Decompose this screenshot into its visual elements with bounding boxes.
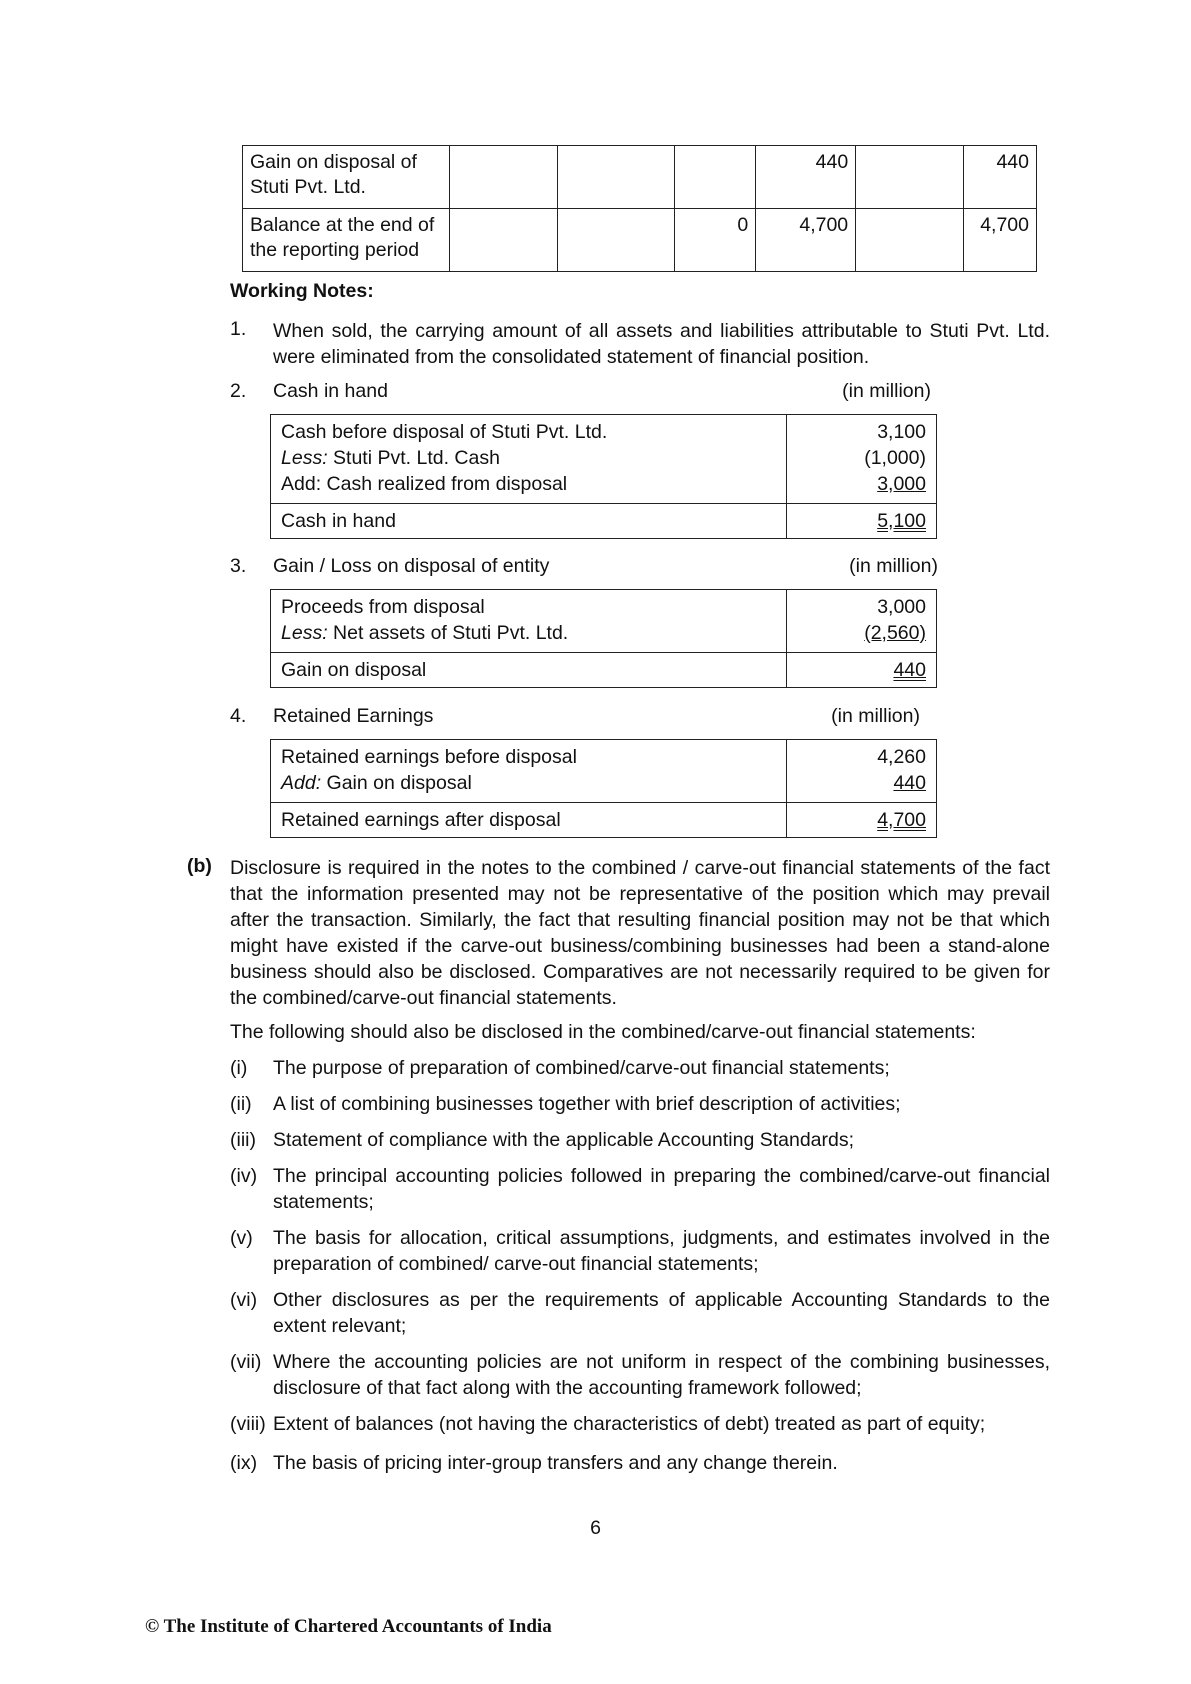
line-item (281, 445, 776, 471)
list-number: (iv) (230, 1165, 258, 1187)
total-label: Retained earnings after disposal (271, 803, 787, 838)
total-amount: 5,100 (787, 504, 937, 539)
cell (675, 146, 756, 209)
unit-label: (in million) (842, 380, 931, 402)
page-number: 6 (590, 1517, 601, 1539)
cell: 440 (756, 146, 856, 209)
list-text: Statement of compliance with the applicable Accounting Standards; (273, 1129, 855, 1151)
equity-statement-table (242, 145, 1037, 272)
cell: 440 (963, 146, 1036, 209)
table-row (243, 209, 1037, 272)
table-row (243, 146, 1037, 209)
description-cell (271, 590, 787, 653)
list-text: The basis for allocation, critical assumptions, judgments, and estimates involved in the preparation of combined/ carve-out financial statements; (273, 1227, 1050, 1275)
row-label: Gain on disposal of Stuti Pvt. Ltd. (243, 146, 450, 209)
table-row (271, 653, 937, 688)
amount-cell (787, 740, 937, 803)
list-number: (v) (230, 1227, 253, 1249)
line-item: Retained earnings before disposal (281, 746, 577, 768)
line-item: Cash before disposal of Stuti Pvt. Ltd. (281, 421, 608, 443)
list-number: (viii) (230, 1413, 266, 1435)
part-b-label: (b) (187, 855, 212, 877)
row-label: Balance at the end of the reporting period (243, 209, 450, 272)
cell (449, 209, 557, 272)
note3-title: Gain / Loss on disposal of entity (273, 555, 550, 577)
table-row (271, 740, 937, 803)
unit-label: (in million) (849, 555, 938, 577)
amount-cell (787, 590, 937, 653)
cell (557, 146, 675, 209)
list-text: The principal accounting policies followed in preparing the combined/carve-out financial statements; (273, 1165, 1050, 1213)
line-text: Net assets of Stuti Pvt. Ltd. (327, 622, 569, 644)
cell: 0 (675, 209, 756, 272)
list-number: (ii) (230, 1093, 252, 1115)
list-text: Other disclosures as per the requirements of applicable Accounting Standards to the extent relevant; (273, 1289, 1050, 1337)
list-text: The purpose of preparation of combined/carve-out financial statements; (273, 1057, 890, 1079)
list-number: (ix) (230, 1452, 258, 1474)
table-row (271, 504, 937, 539)
cell (449, 146, 557, 209)
retained-earnings-table (270, 739, 937, 838)
cell: 4,700 (756, 209, 856, 272)
list-number: (vii) (230, 1351, 262, 1373)
cell: 4,700 (963, 209, 1036, 272)
less-label: Less: (281, 447, 328, 469)
line-text: Gain on disposal (321, 772, 472, 794)
amount: 4,260 (877, 746, 926, 768)
total-label: Cash in hand (271, 504, 787, 539)
amount: 3,000 (877, 473, 926, 495)
list-number: (i) (230, 1057, 248, 1079)
table-row (271, 803, 937, 838)
table-row (271, 590, 937, 653)
note-number: 4. (230, 705, 247, 727)
working-notes-title: Working Notes: (230, 280, 374, 302)
part-b-intro: The following should also be disclosed in the combined/carve-out financial statements: (230, 1021, 976, 1043)
cell (856, 209, 964, 272)
note1-text: When sold, the carrying amount of all assets and liabilities attributable to Stuti Pvt. Ltd. were eliminated from the consolidated statement of financial position. (273, 320, 1050, 368)
line-item (281, 770, 776, 796)
cell (856, 146, 964, 209)
amount: (2,560) (864, 622, 926, 644)
total-label: Gain on disposal (271, 653, 787, 688)
line-item: Proceeds from disposal (281, 596, 485, 618)
list-number: (vi) (230, 1289, 258, 1311)
amount: 440 (893, 772, 926, 794)
amount-cell (787, 415, 937, 504)
list-text: Extent of balances (not having the characteristics of debt) treated as part of equity; (273, 1413, 986, 1435)
cell (557, 209, 675, 272)
total-amount: 440 (787, 653, 937, 688)
line-item (281, 620, 776, 646)
list-text: Where the accounting policies are not uniform in respect of the combining businesses, disclosure of that fact along with the accounting framework followed; (273, 1351, 1050, 1399)
amount: (1,000) (864, 447, 926, 469)
total-amount: 4,700 (787, 803, 937, 838)
less-label: Less: (281, 622, 328, 644)
line-item: Add: Cash realized from disposal (281, 473, 568, 495)
note2-title: Cash in hand (273, 380, 388, 402)
list-text: A list of combining businesses together with brief description of activities; (273, 1093, 901, 1115)
cash-in-hand-table (270, 414, 937, 539)
note4-title: Retained Earnings (273, 705, 434, 727)
list-text: The basis of pricing inter-group transfers and any change therein. (273, 1452, 838, 1474)
footer-copyright: © The Institute of Chartered Accountants of India (145, 1616, 552, 1637)
line-text: Stuti Pvt. Ltd. Cash (327, 447, 500, 469)
amount: 3,000 (877, 596, 926, 618)
part-b-paragraph: Disclosure is required in the notes to the combined / carve-out financial statements of the fact that the information presented may not be representative of the position which may prevail after the transaction. Similarly, the fact that resulting financial position may not be that which might have existed if the carve-out business/combining businesses had been a stand-alone business should also be disclosed. Comparatives are not necessarily required to be given for the combined/carve-out financial statements. (230, 857, 1050, 1009)
table-row (271, 415, 937, 504)
gain-loss-table (270, 589, 937, 688)
add-label: Add: (281, 772, 322, 794)
note-number: 3. (230, 555, 247, 577)
description-cell (271, 740, 787, 803)
unit-label: (in million) (831, 705, 920, 727)
note-number: 1. (230, 318, 247, 340)
note-number: 2. (230, 380, 247, 402)
amount: 3,100 (877, 421, 926, 443)
list-number: (iii) (230, 1129, 256, 1151)
description-cell (271, 415, 787, 504)
